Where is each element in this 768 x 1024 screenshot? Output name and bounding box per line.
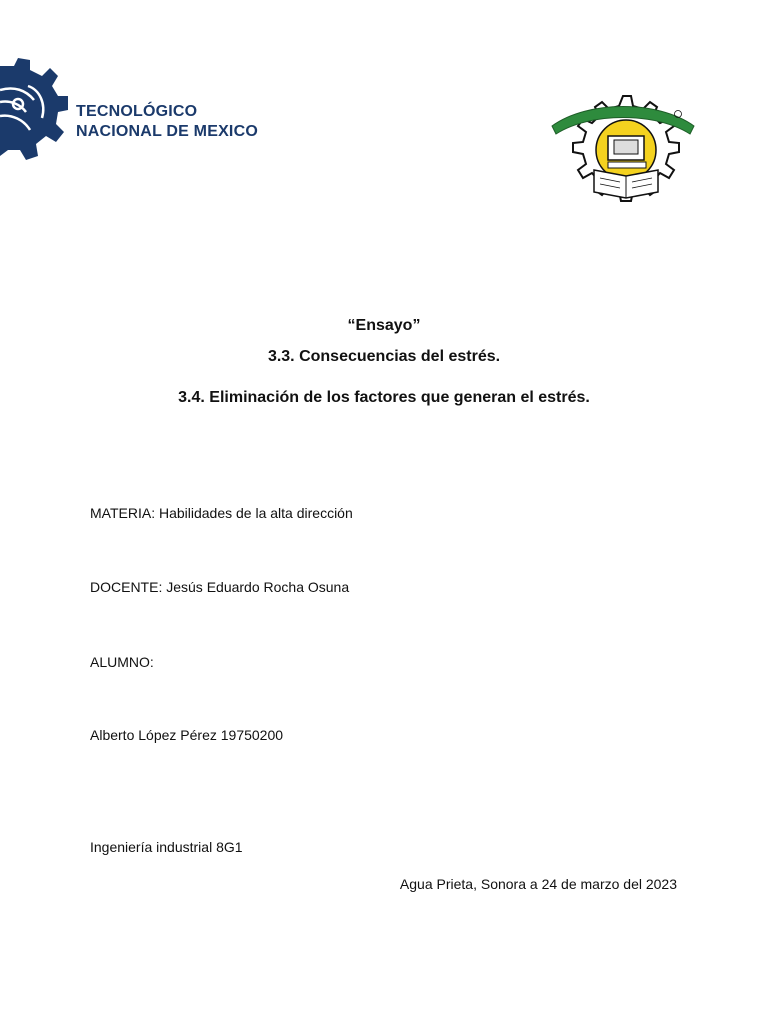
career-line: Ingeniería industrial 8G1 xyxy=(90,839,243,855)
seal-icon xyxy=(548,92,698,216)
topic-heading-2: 3.4. Eliminación de los factores que generan el estrés. xyxy=(178,389,590,406)
topic-heading-1: 3.3. Consecuencias del estrés. xyxy=(267,348,501,365)
teacher-line: DOCENTE: Jesús Eduardo Rocha Osuna xyxy=(90,579,350,595)
tecnm-line-2: NACIONAL DE MEXICO xyxy=(76,123,258,140)
place-date: Agua Prieta, Sonora a 24 de marzo del 2023 xyxy=(399,876,677,892)
subject-line: MATERIA: Habilidades de la alta dirección xyxy=(90,505,353,521)
student-name: Alberto López Pérez 19750200 xyxy=(90,727,284,743)
institute-seal-logo xyxy=(548,92,698,216)
tecnm-gear-icon xyxy=(0,56,70,186)
student-label: ALUMNO: xyxy=(90,654,154,670)
tecnm-line-1: TECNOLÓGICO xyxy=(76,103,198,120)
essay-title: “Ensayo” xyxy=(347,317,421,334)
tecnm-wordmark xyxy=(76,102,258,142)
